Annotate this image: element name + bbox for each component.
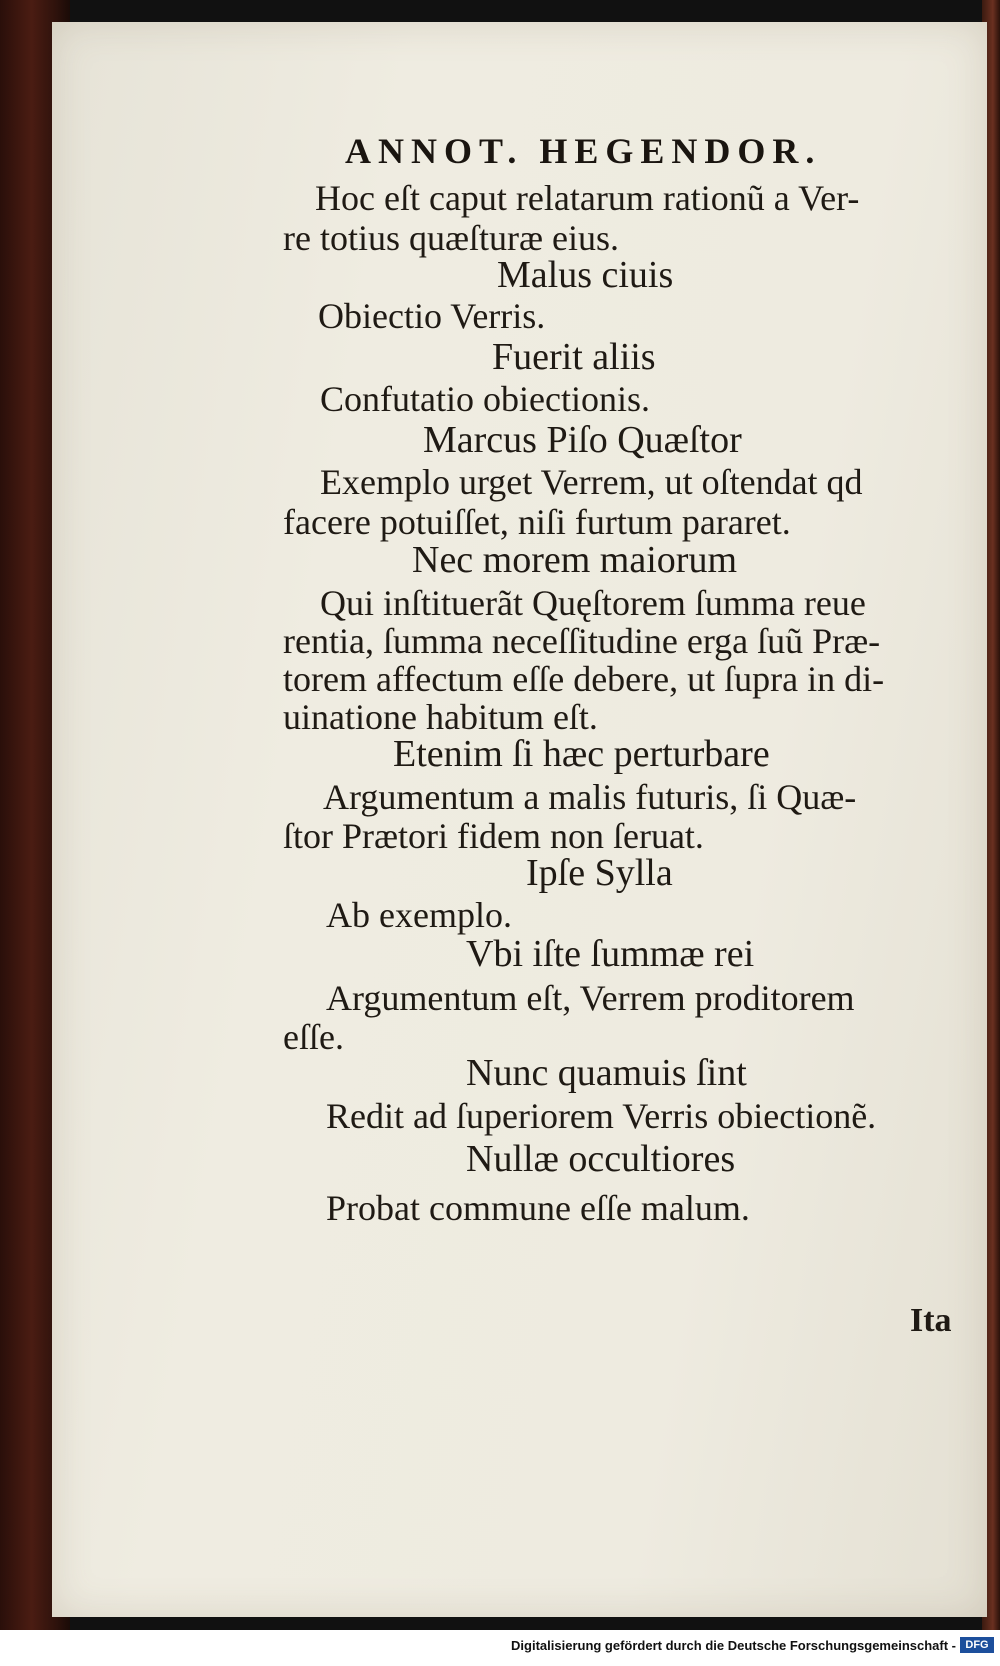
running-header: ANNOT. HEGENDOR. [345, 131, 822, 171]
text-line: facere potuiſſet, niſi furtum pararet. [283, 502, 791, 542]
text-line: Exemplo urget Verrem, ut oſtendat qd [320, 462, 863, 502]
funding-credit: Digitalisierung gefördert durch die Deutsche Forschungsgemeinschaft - [511, 1638, 956, 1653]
text-line: eſſe. [283, 1017, 344, 1057]
text-line: rentia, ſumma neceſſitudine erga ſuũ Præ- [283, 621, 881, 661]
catchword: Ita [910, 1302, 952, 1339]
text-line: Redit ad ſuperiorem Verris obiectionẽ. [326, 1096, 877, 1136]
text-line: Ab exemplo. [326, 895, 512, 935]
text-line: Hoc eſt caput relatarum rationũ a Ver- [315, 178, 860, 218]
lemma-line: Etenim ſi hæc perturbare [393, 733, 770, 775]
text-line: Qui inſtituerãt Quęſtorem ſumma reue [320, 583, 866, 623]
lemma-line: Nec morem maiorum [412, 539, 738, 581]
lemma-line: Nunc quamuis ſint [466, 1052, 747, 1094]
text-line: torem affectum eſſe debere, ut ſupra in di- [283, 659, 885, 699]
text-line: Confutatio obiectionis. [320, 379, 650, 419]
dfg-logo-icon: DFG [960, 1637, 994, 1653]
lemma-line: Vbi iſte ſummæ rei [466, 933, 755, 975]
lemma-line: Ipſe Sylla [526, 852, 673, 894]
text-line: Obiectio Verris. [318, 296, 546, 336]
text-line: re totius quæſturæ eius. [283, 218, 619, 258]
text-line: Argumentum eſt, Verrem proditorem [326, 978, 855, 1018]
lemma-line: Fuerit aliis [492, 336, 656, 378]
text-line: uinatione habitum eſt. [283, 697, 598, 737]
lemma-line: Nullæ occultiores [466, 1138, 736, 1180]
lemma-line: Malus ciuis [497, 254, 674, 296]
footer-bar [0, 1630, 1000, 1666]
text-line: Argumentum a malis futuris, ſi Quæ- [323, 777, 857, 817]
text-line: Probat commune eſſe malum. [326, 1188, 750, 1228]
text-line: ſtor Prætori fidem non ſeruat. [283, 816, 704, 856]
lemma-line: Marcus Piſo Quæſtor [423, 419, 742, 461]
